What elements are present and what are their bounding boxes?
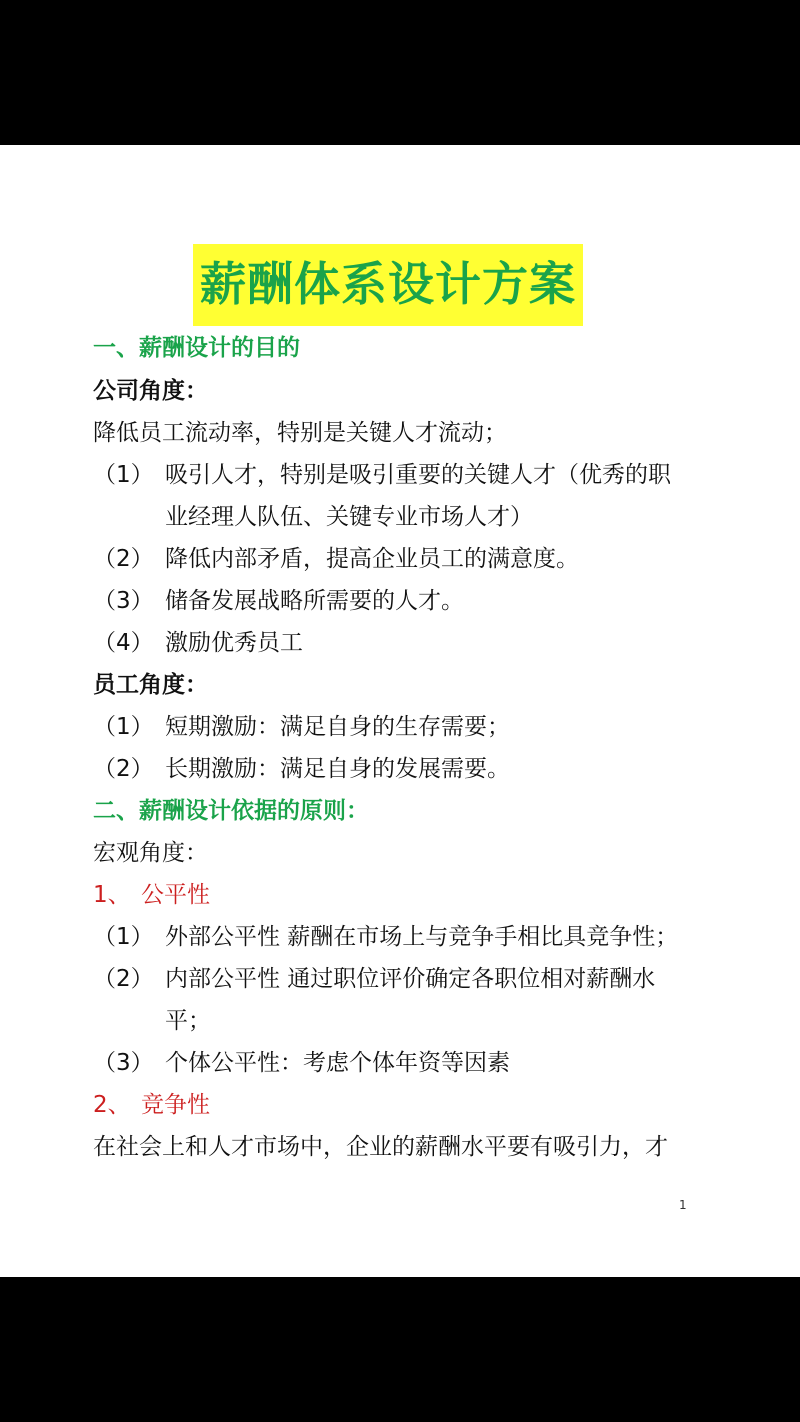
company-intro: 降低员工流动率，特别是关键人才流动；	[93, 420, 507, 446]
item-text: 储备发展战略所需要的人才。	[165, 588, 464, 614]
item-continuation: 平；	[165, 1008, 211, 1034]
principle-competitiveness	[93, 1090, 210, 1120]
employee-perspective-label: 员工角度：	[93, 672, 208, 698]
list-item	[93, 544, 579, 574]
item-number: （2）	[93, 966, 154, 992]
principle-title: 公平性	[141, 882, 210, 908]
section-2-heading: 二、薪酬设计依据的原则：	[93, 798, 369, 824]
item-text: 短期激励：满足自身的生存需要；	[165, 714, 510, 740]
item-number: （2）	[93, 756, 154, 782]
principle-number: 1、	[93, 882, 131, 908]
list-item	[93, 628, 303, 658]
macro-perspective-label: 宏观角度：	[93, 840, 208, 866]
company-perspective-label: 公司角度：	[93, 378, 208, 404]
list-item	[93, 712, 510, 742]
item-text: 外部公平性 薪酬在市场上与竞争手相比具竞争性；	[165, 924, 679, 950]
principle-fairness	[93, 880, 210, 910]
item-number: （1）	[93, 924, 154, 950]
item-number: （1）	[93, 462, 154, 488]
paragraph-line: 在社会上和人才市场中，企业的薪酬水平要有吸引力，才	[93, 1134, 668, 1160]
item-number: （3）	[93, 588, 154, 614]
item-number: （1）	[93, 714, 154, 740]
list-item	[93, 1048, 510, 1078]
item-number: （4）	[93, 630, 154, 656]
list-item	[93, 922, 678, 952]
title-highlight	[193, 244, 583, 326]
document-page	[0, 145, 800, 1277]
list-item	[93, 964, 655, 994]
principle-title: 竞争性	[141, 1092, 210, 1118]
item-text: 吸引人才，特别是吸引重要的关键人才（优秀的职	[165, 462, 671, 488]
list-item	[93, 460, 671, 490]
item-continuation: 业经理人队伍、关键专业市场人才）	[165, 504, 533, 530]
item-text: 个体公平性：考虑个体年资等因素	[165, 1050, 510, 1076]
principle-number: 2、	[93, 1092, 131, 1118]
item-text: 内部公平性 通过职位评价确定各职位相对薪酬水	[165, 966, 656, 992]
item-text: 降低内部矛盾，提高企业员工的满意度。	[165, 546, 579, 572]
item-text: 激励优秀员工	[165, 630, 303, 656]
page-number: 1	[679, 1198, 687, 1212]
list-item	[93, 586, 464, 616]
list-item	[93, 754, 510, 784]
item-number: （2）	[93, 546, 154, 572]
item-text: 长期激励：满足自身的发展需要。	[165, 756, 510, 782]
page-title: 薪酬体系设计方案	[200, 257, 576, 311]
item-number: （3）	[93, 1050, 154, 1076]
section-1-heading: 一、薪酬设计的目的	[93, 335, 300, 361]
